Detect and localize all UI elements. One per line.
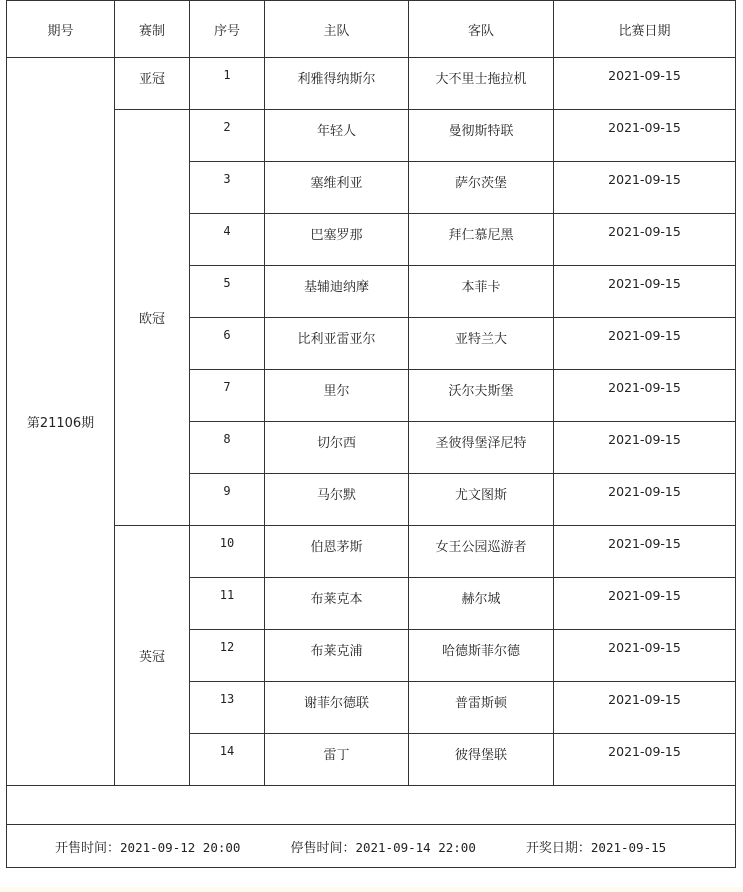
sale-stop-label: 停售时间： xyxy=(290,840,356,856)
table-row xyxy=(7,526,736,578)
home-team-cell: 利雅得纳斯尔 xyxy=(265,58,409,110)
home-team-cell: 比利亚雷亚尔 xyxy=(265,318,409,370)
number-cell: 11 xyxy=(190,578,265,630)
blank-row xyxy=(7,786,736,825)
match-schedule-table xyxy=(6,0,736,868)
match-date-cell: 2021-09-15 xyxy=(554,266,736,318)
home-team-cell: 基辅迪纳摩 xyxy=(265,266,409,318)
match-date-cell: 2021-09-15 xyxy=(554,422,736,474)
away-team-cell: 沃尔夫斯堡 xyxy=(409,370,554,422)
draw-date-value: 2021-09-15 xyxy=(590,839,667,855)
match-date-cell: 2021-09-15 xyxy=(554,370,736,422)
number-cell: 14 xyxy=(190,734,265,786)
competition-cell: 欧冠 xyxy=(115,110,190,526)
competition-cell: 亚冠 xyxy=(115,58,190,110)
table-row xyxy=(7,58,736,110)
table-body xyxy=(7,58,736,786)
footer-cell xyxy=(7,825,736,868)
schedule-document xyxy=(6,0,735,868)
match-date-cell: 2021-09-15 xyxy=(554,526,736,578)
table-row xyxy=(7,110,736,162)
number-cell: 10 xyxy=(190,526,265,578)
footer-row xyxy=(7,825,736,868)
away-team-cell: 哈德斯菲尔德 xyxy=(409,630,554,682)
away-team-cell: 尤文图斯 xyxy=(409,474,554,526)
number-cell: 4 xyxy=(190,214,265,266)
number-cell: 9 xyxy=(190,474,265,526)
header-away-team: 客队 xyxy=(409,1,554,58)
home-team-cell: 布莱克浦 xyxy=(265,630,409,682)
match-date-cell: 2021-09-15 xyxy=(554,682,736,734)
number-cell: 1 xyxy=(190,58,265,110)
number-cell: 6 xyxy=(190,318,265,370)
number-cell: 5 xyxy=(190,266,265,318)
match-date-cell: 2021-09-15 xyxy=(554,630,736,682)
header-home-team: 主队 xyxy=(265,1,409,58)
competition-cell: 英冠 xyxy=(115,526,190,786)
away-team-cell: 曼彻斯特联 xyxy=(409,110,554,162)
header-match-date: 比赛日期 xyxy=(554,1,736,58)
home-team-cell: 里尔 xyxy=(265,370,409,422)
sale-start-value: 2021-09-12 20:00 xyxy=(120,839,241,855)
home-team-cell: 布莱克本 xyxy=(265,578,409,630)
number-cell: 13 xyxy=(190,682,265,734)
match-date-cell: 2021-09-15 xyxy=(554,578,736,630)
away-team-cell: 赫尔城 xyxy=(409,578,554,630)
number-cell: 2 xyxy=(190,110,265,162)
away-team-cell: 拜仁慕尼黑 xyxy=(409,214,554,266)
sale-start-label: 开售时间： xyxy=(55,840,121,856)
away-team-cell: 彼得堡联 xyxy=(409,734,554,786)
sale-stop xyxy=(290,837,475,856)
page-bottom-edge xyxy=(0,887,743,892)
home-team-cell: 塞维利亚 xyxy=(265,162,409,214)
away-team-cell: 亚特兰大 xyxy=(409,318,554,370)
home-team-cell: 马尔默 xyxy=(265,474,409,526)
match-date-cell: 2021-09-15 xyxy=(554,58,736,110)
sale-stop-value: 2021-09-14 22:00 xyxy=(355,839,476,855)
home-team-cell: 切尔西 xyxy=(265,422,409,474)
header-number: 序号 xyxy=(190,1,265,58)
number-cell: 8 xyxy=(190,422,265,474)
match-date-cell: 2021-09-15 xyxy=(554,474,736,526)
number-cell: 7 xyxy=(190,370,265,422)
match-date-cell: 2021-09-15 xyxy=(554,318,736,370)
away-team-cell: 圣彼得堡泽尼特 xyxy=(409,422,554,474)
blank-cell xyxy=(7,786,736,825)
match-date-cell: 2021-09-15 xyxy=(554,110,736,162)
home-team-cell: 谢菲尔德联 xyxy=(265,682,409,734)
issue-cell: 第21106期 xyxy=(7,58,115,786)
sale-start xyxy=(55,837,240,856)
home-team-cell: 雷丁 xyxy=(265,734,409,786)
header-issue: 期号 xyxy=(7,1,115,58)
match-date-cell: 2021-09-15 xyxy=(554,734,736,786)
draw-date-label: 开奖日期： xyxy=(525,840,591,856)
away-team-cell: 萨尔茨堡 xyxy=(409,162,554,214)
draw-date xyxy=(526,837,666,856)
match-date-cell: 2021-09-15 xyxy=(554,214,736,266)
header-competition: 赛制 xyxy=(115,1,190,58)
number-cell: 12 xyxy=(190,630,265,682)
number-cell: 3 xyxy=(190,162,265,214)
home-team-cell: 巴塞罗那 xyxy=(265,214,409,266)
away-team-cell: 本菲卡 xyxy=(409,266,554,318)
table-header-row xyxy=(7,1,736,58)
home-team-cell: 年轻人 xyxy=(265,110,409,162)
away-team-cell: 女王公园巡游者 xyxy=(409,526,554,578)
home-team-cell: 伯恩茅斯 xyxy=(265,526,409,578)
away-team-cell: 大不里士拖拉机 xyxy=(409,58,554,110)
match-date-cell: 2021-09-15 xyxy=(554,162,736,214)
away-team-cell: 普雷斯顿 xyxy=(409,682,554,734)
